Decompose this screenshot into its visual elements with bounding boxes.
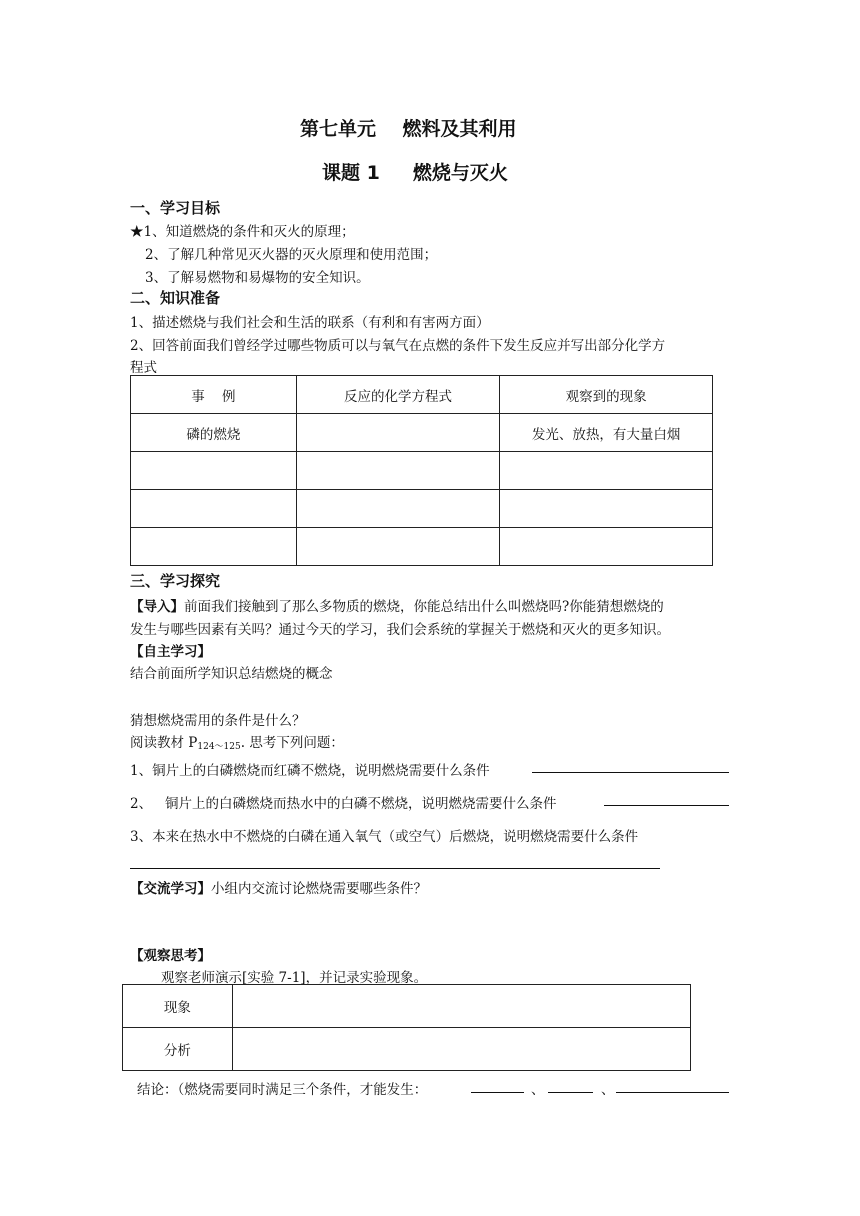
table-cell[interactable] [131, 452, 297, 490]
table-cell[interactable] [232, 985, 690, 1028]
goal-item: 3、了解易燃物和易爆物的安全知识。 [145, 270, 370, 286]
intro-paragraph-cont: 发生与哪些因素有关吗？通过今天的学习，我们会系统的掌握关于燃烧和灭火的更多知识。 [130, 622, 670, 638]
table-cell[interactable] [131, 490, 297, 528]
table-cell[interactable] [296, 414, 500, 452]
table-cell[interactable] [500, 490, 713, 528]
table-cell: 磷的燃烧 [131, 414, 297, 452]
section-heading-preparation: 二、知识准备 [130, 289, 221, 307]
answer-blank[interactable] [548, 1092, 593, 1093]
exchange-paragraph [130, 877, 427, 897]
self-study-question-2: 猜想燃烧需用的条件是什么？ [130, 713, 306, 729]
table-cell: 发光、放热，有大量白烟 [500, 414, 713, 452]
answer-blank[interactable] [532, 772, 729, 773]
table-header-cell: 观察到的现象 [500, 376, 713, 414]
table-row [123, 985, 691, 1028]
table-cell[interactable] [296, 452, 500, 490]
reading-instruction [130, 731, 344, 752]
self-study-question-1: 结合前面所学知识总结燃烧的概念 [130, 666, 333, 682]
conclusion-text: 结论：（燃烧需要同时满足三个条件，才能发生： [137, 1082, 428, 1098]
section-heading-explore: 三、学习探究 [130, 572, 221, 590]
table-cell: 现象 [123, 985, 233, 1028]
table-cell: 分析 [123, 1028, 233, 1071]
answer-blank[interactable] [604, 805, 729, 806]
unit-title: 第七单元 燃料及其利用 [300, 118, 517, 140]
exchange-text: 小组内交流讨论燃烧需要哪些条件？ [211, 881, 427, 897]
exchange-label: 【交流学习】 [130, 881, 211, 897]
table-row [131, 452, 713, 490]
goal-item: ★1、知道燃烧的条件和灭火的原理； [130, 224, 355, 240]
prep-question-2: 2、回答前面我们曾经学过哪些物质可以与氧气在点燃的条件下发生反应并写出部分化学方 [130, 338, 666, 354]
reaction-table [130, 375, 713, 566]
table-cell[interactable] [131, 528, 297, 566]
reading-pages: 124～125 [197, 742, 241, 752]
goal-item: 2、了解几种常见灭火器的灭火原理和使用范围； [145, 247, 438, 263]
section-heading-goals: 一、学习目标 [130, 199, 221, 217]
explore-question-3: 3、本来在热水中不燃烧的白磷在通入氧气（或空气）后燃烧，说明燃烧需要什么条件 [130, 829, 639, 845]
answer-blank[interactable] [616, 1092, 729, 1093]
table-header-cell: 事 例 [131, 376, 297, 414]
prep-question-2-cont: 程式 [130, 360, 157, 376]
observation-table [122, 984, 691, 1071]
table-row [123, 1028, 691, 1071]
intro-label: 【导入】 [130, 599, 184, 615]
conclusion-separator: 、 [531, 1082, 545, 1098]
prep-question-1: 1、描述燃烧与我们社会和生活的联系（有利和有害两方面） [130, 315, 490, 331]
reading-prefix: 阅读教材 P [130, 735, 198, 751]
intro-text: 前面我们接触到了那么多物质的燃烧，你能总结出什么叫燃烧吗?你能猜想燃烧的 [184, 599, 664, 615]
conclusion-separator: 、 [601, 1082, 615, 1098]
observe-label: 【观察思考】 [130, 948, 211, 964]
table-cell[interactable] [232, 1028, 690, 1071]
table-cell[interactable] [296, 528, 500, 566]
table-cell[interactable] [500, 528, 713, 566]
table-cell[interactable] [296, 490, 500, 528]
table-row [131, 414, 713, 452]
table-row [131, 528, 713, 566]
table-header-row [131, 376, 713, 414]
table-cell[interactable] [500, 452, 713, 490]
intro-paragraph [130, 595, 664, 615]
table-row [131, 490, 713, 528]
explore-question-1: 1、铜片上的白磷燃烧而红磷不燃烧，说明燃烧需要什么条件 [130, 763, 490, 779]
observe-text: 观察老师演示[实验 7-1]，并记录实验现象。 [161, 970, 428, 986]
explore-question-2: 2、 铜片上的白磷燃烧而热水中的白磷不燃烧，说明燃烧需要什么条件 [130, 796, 557, 812]
self-study-label: 【自主学习】 [130, 644, 211, 660]
lesson-title: 课题 1 燃烧与灭火 [322, 162, 508, 184]
answer-blank[interactable] [130, 868, 660, 869]
answer-blank[interactable] [471, 1092, 524, 1093]
table-header-cell: 反应的化学方程式 [296, 376, 500, 414]
reading-suffix: . 思考下列问题： [240, 735, 344, 751]
